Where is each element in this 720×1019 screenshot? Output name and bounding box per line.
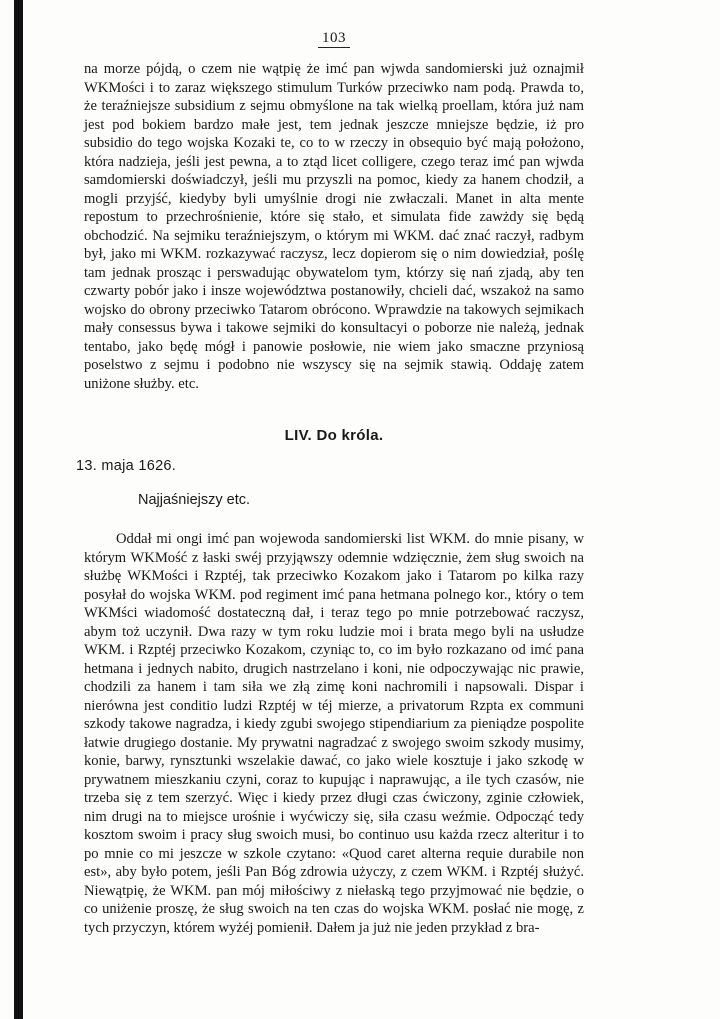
scan-edge [14, 0, 23, 1019]
letter-body: Oddał mi ongi imć pan wojewoda sandomierski list WKM. do mnie pisany, w którym WKMość z łaski swéj przyjąwszy odemnie wdzięcznie, żem sług swoich na służbę WKMości i Rzptéj, tak przeciwko Kozakom jako i Tatarom po kilka razy posyłał do wojska WKM. pod regiment imć pana hetmana polnego kor., który o tem WKMści wiadomość dostateczną dał, i teraz tego po mnie potrzebować raczysz, abym toż uczynił. Dwa razy w tym roku ludzie moi i brata mego byli na usłudze WKM. i Rzptéj przeciwko Kozakom, czyniąc to, co im było rozkazano od imć pana hetmana i jednych nabito, drugich nastrzelano i koni, nie odpoczywając nic prawie, chodzili za hanem i tam siła we złą zimę koni nachromili i napsowali. Dispar i nierówna jest conditio ludzi Rzptéj w téj mierze, a privatorum Rzpta ex communi szkody takowe nagradza, i kiedy zgubi swojego stipendiarium za pieniądze pospolite łatwie drugiego dostanie. My prywatni nagradzać z swojego swoim szkody musimy, konie, barwy, rynsztunki wszelakie dawać, co jako wiele kosztuje i jako szkodę w prywatnem mieszkaniu czyni, coraz to kupując i naprawując, a ile tych czasów, nie trzeba się z tem szerzyć. Więc i kiedy przez długi czas ćwiczony, zginie człowiek, nim drugi na to miejsce urośnie i wyćwiczy się, siła czasu weźmie. Odpocząć tedy kosztom swoim i pracy sług swoich musi, bo continuo usu każda rzecz alteritur i to po mnie co mi jeszcze w szkole czytano: «Quod caret alterna requie durabile non est», aby było potem, jeśli Pan Bóg zdrowia użyczy, z czem WKM. i Rzptéj służyć. Niewątpię, że WKM. pan mój miłościwy z niełaską tego przyjmować nie będzie, o co uniżenie proszę, że sług swoich na ten czas do wojska WKM. posłać nie mogę, z tych przyczyn, którem wyżéj pomienił. Dałem ja już nie jeden przykład z bra- [84, 531, 584, 936]
continued-paragraph: na morze pójdą, o czem nie wątpię że imć pan wjwda sandomierski już oznajmił WKMości i to zaraz większego stimulum Turków przeciwko nam podą. Prawda to, że teraźniejsze subsidium z sejmu obmyślone na tak wielką proellam, która już nam jest pod bokiem bardzo małe jest, tem jednak jeszcze mniejsze będzie, iż pro subsidio do tego wojska Kozaki te, co to w rzeczy in obsequio być mają położono, która nadzieja, jeśli jest pewna, a to ztąd licet colligere, czego teraz imć pan wjwda samdomierski doświadczył, jeśli mu przyszli na pomoc, kiedy za hanem chodził, a mogli przyjść, kiedyby byli umyślnie drogi nie zwłaczali. Manet in alta mente repostum to przechrośnienie, które się stało, et simulata fide zawżdy się będą obchodzić. Na sejmiku teraźniejszym, o którym mi WKM. dać znać raczył, radbym był, jako mi WKM. rozkazywać raczysz, lecz dopierom się o nim dowiedział, poślę tam jednak prosząc i perswadując obywatelom tym, którzy się nań zjadą, aby ten czwarty pobór jako i insze województwa postanowiły, chcieli dać, wszakoż na samo wojsko do obrony przeciwko Tatarom obrócono. Wprawdzie na takowych sejmikach mały consessus bywa i takowe sejmiki do konsultacyi o poborze nie należą, jednak tentabo, jako będę mógł i panowie posłowie, nie wiem jako smaczne przyniosą poselstwo z sejmu i podobno nie wszyscy się na sejmik stawią. Oddaję zatem uniżone służby. etc. [84, 61, 584, 392]
document-page [76, 30, 584, 937]
salutation: Najjaśniejszy etc. [138, 492, 251, 508]
letter-heading: LIV. Do króla. [284, 427, 384, 444]
letter-date: 13. maja 1626. [76, 458, 177, 474]
page-number: 103 [84, 30, 584, 48]
